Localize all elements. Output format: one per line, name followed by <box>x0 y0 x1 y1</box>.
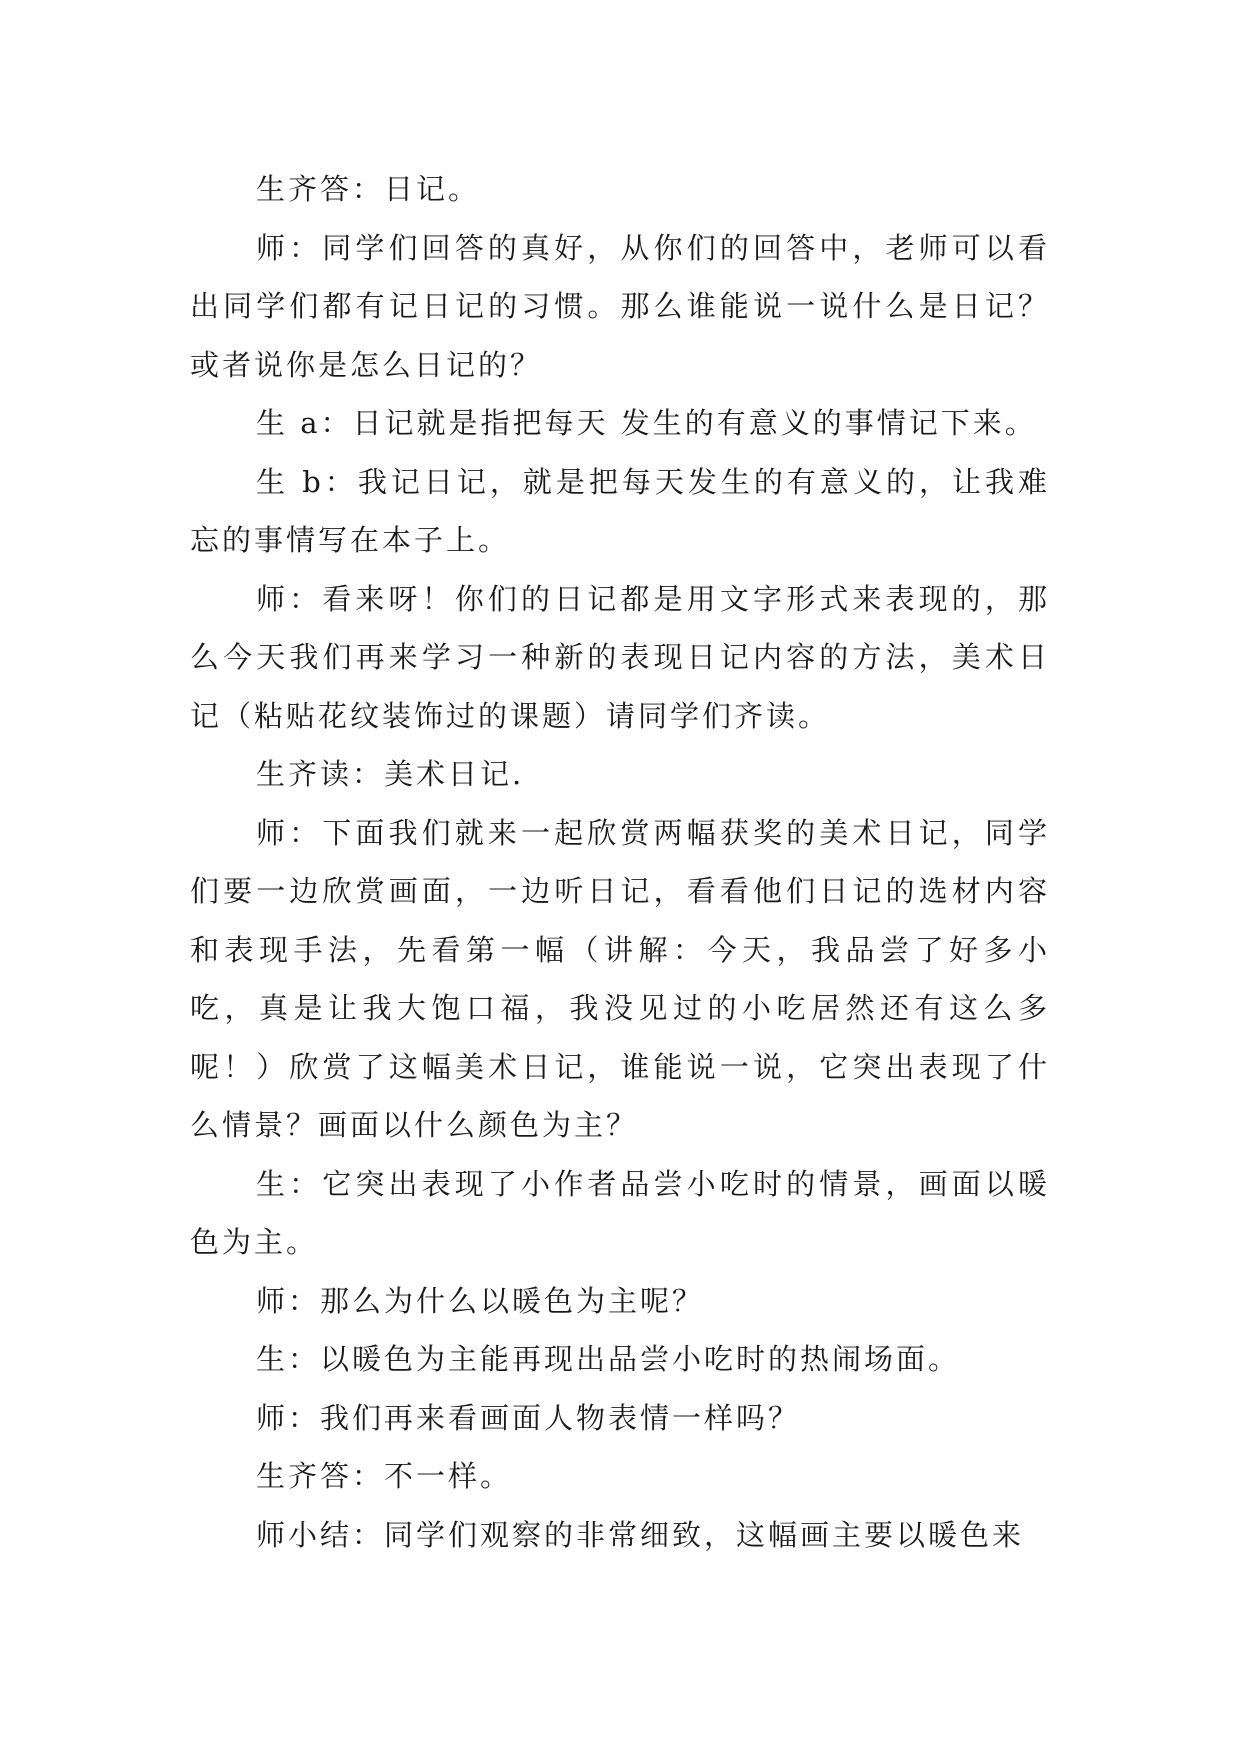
paragraph-9: 师：那么为什么以暖色为主呢？ <box>256 1283 705 1318</box>
paragraph-3: 生 a：日记就是指把每天 发生的有意义的事情记下来。 <box>256 406 1037 440</box>
paragraph-10: 生：以暖色为主能再现出品尝小吃时的热闹场面。 <box>256 1342 961 1376</box>
paragraph-7: 师：下面我们就来一起欣赏两幅获奖的美术日记，同学们要一边欣赏画面，一边听日记，看看他们日记的选材内容和表现手法，先看第一幅（讲解：今天，我品尝了好多小吃，真是让我大饱口福，我没见过的小吃居然还有这么多呢！）欣赏了这幅美术日记，谁能说一说，它突出表现了什么情景？画面以什么颜色为主？ <box>190 815 1050 1142</box>
paragraph-12: 生齐答：不一样。 <box>256 1459 513 1493</box>
paragraph-13: 师小结：同学们观察的非常细致，这幅画主要以暖色来 <box>256 1517 1025 1552</box>
paragraph-11: 师：我们再来看画面人物表情一样吗？ <box>256 1400 801 1435</box>
paragraph-5: 师：看来呀！你们的日记都是用文字形式来表现的，那么今天我们再来学习一种新的表现日记内容的方法，美术日记（粘贴花纹装饰过的课题）请同学们齐读。 <box>190 581 1050 733</box>
paragraph-8: 生：它突出表现了小作者品尝小吃时的情景，画面以暖色为主。 <box>190 1166 1050 1259</box>
body-text <box>190 160 1050 1564</box>
paragraph-6: 生齐读：美术日记. <box>256 757 525 791</box>
paragraph-1: 生齐答：日记。 <box>256 172 481 206</box>
paragraph-2: 师：同学们回答的真好，从你们的回答中，老师可以看出同学们都有记日记的习惯。那么谁能说一说什么是日记？或者说你是怎么日记的？ <box>190 230 1050 382</box>
paragraph-4: 生 b：我记日记，就是把每天发生的有意义的，让我难忘的事情写在本子上。 <box>190 464 1050 557</box>
